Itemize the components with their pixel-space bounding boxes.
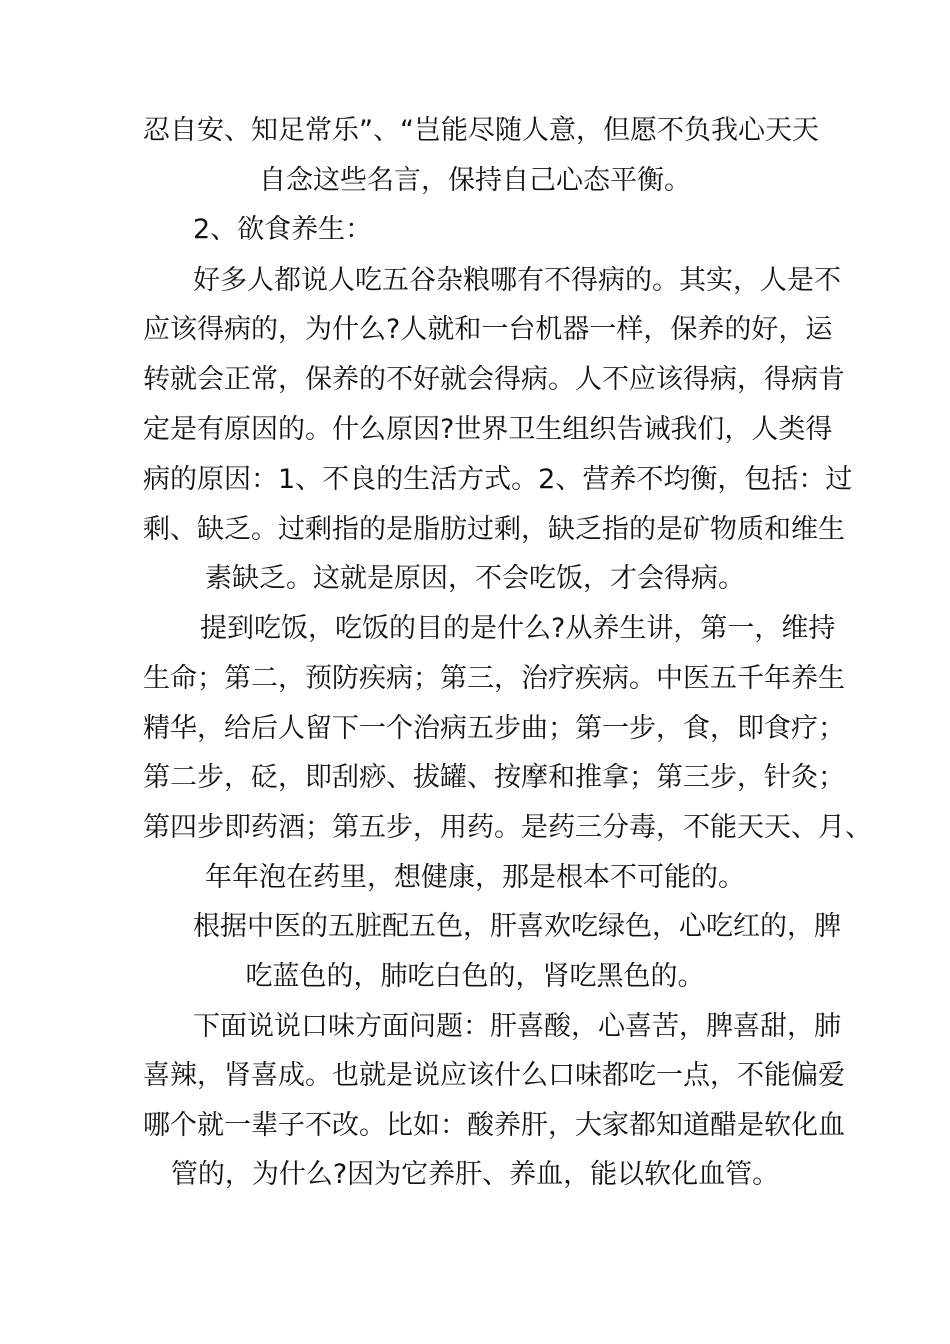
text-line: 管的，为什么?因为它养肝、养血，能以软化血管。: [170, 1159, 780, 1190]
text-line: 提到吃饭，吃饭的目的是什么?从养生讲，第一，维持: [200, 613, 836, 644]
section-heading: 2、欲食养生：: [193, 214, 373, 245]
text-line: 下面说说口味方面问题：肝喜酸，心喜苦，脾喜甜，肺: [193, 1011, 841, 1042]
text-line: 定是有原因的。什么原因?世界卫生组织告诫我们，人类得: [143, 414, 833, 445]
text-line: 忍自安、知足常乐”、“岂能尽随人意，但愿不负我心天天: [143, 115, 819, 146]
text-line: 生命；第二，预防疾病；第三，治疗疾病。中医五千年养生: [143, 663, 845, 694]
text-line: 喜辣，肾喜成。也就是说应该什么口味都吃一点，不能偏爱: [143, 1060, 845, 1091]
text-line: 素缺乏。这就是原因，不会吃饭，才会得病。: [205, 563, 745, 594]
text-line: 第四步即药酒；第五步，用药。是药三分毒，不能天天、月、: [143, 812, 872, 843]
text-line: 根据中医的五脏配五色，肝喜欢吃绿色，心吃红的，脾: [193, 911, 841, 942]
text-line: 应该得病的，为什么?人就和一台机器一样，保养的好，运: [143, 314, 833, 345]
text-line: 精华，给后人留下一个治病五步曲；第一步，食，即食疗；: [143, 713, 845, 744]
text-line: 转就会正常，保养的不好就会得病。人不应该得病，得病肯: [143, 364, 845, 395]
text-line: 年年泡在药里，想健康，那是根本不可能的。: [205, 862, 745, 893]
text-line: 好多人都说人吃五谷杂粮哪有不得病的。其实，人是不: [193, 265, 841, 296]
text-line: 吃蓝色的，肺吃白色的，肾吃黑色的。: [245, 961, 705, 992]
text-line: 自念这些名言，保持自己心态平衡。: [259, 165, 691, 196]
text-line: 哪个就一辈子不改。比如：酸养肝，大家都知道醋是软化血: [143, 1110, 845, 1141]
text-line: 病的原因：1、不良的生活方式。2、营养不均衡，包括：过: [143, 464, 853, 495]
text-line: 剩、缺乏。过剩指的是脂肪过剩，缺乏指的是矿物质和维生: [143, 514, 845, 545]
text-line: 第二步，砭，即刮痧、拔罐、按摩和推拿；第三步，针灸；: [143, 762, 845, 793]
